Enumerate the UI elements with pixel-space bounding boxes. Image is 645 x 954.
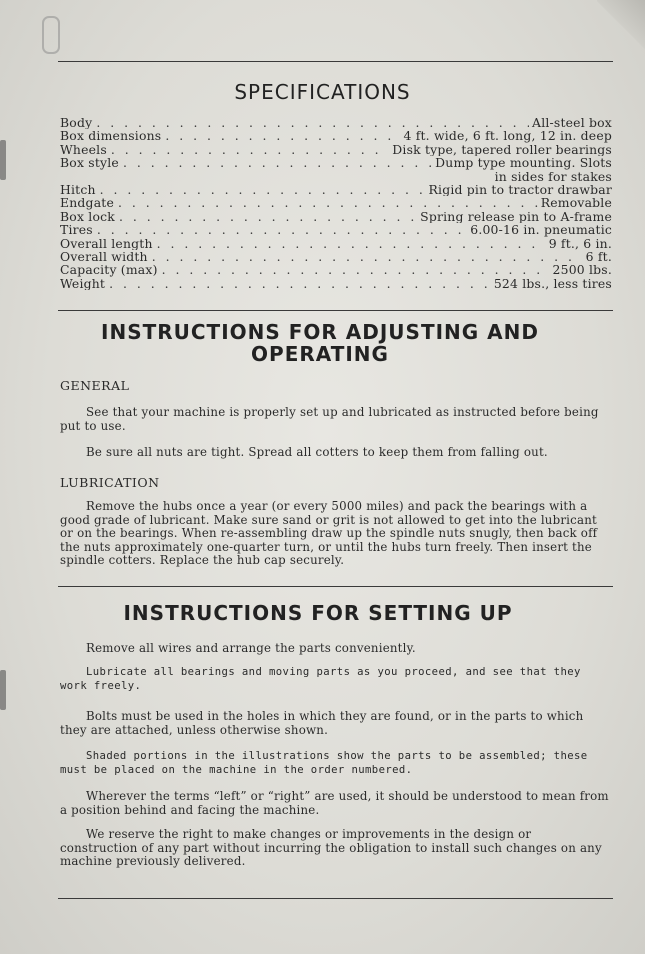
spec-row	[60, 210, 612, 223]
dot-leader	[100, 183, 426, 196]
staple-mark	[42, 16, 60, 54]
setup-heading: INSTRUCTIONS FOR SETTING UP	[123, 601, 513, 625]
spec-value: Spring release pin to A-frame	[420, 209, 612, 224]
spec-value: Rigid pin to tractor drawbar	[428, 183, 612, 197]
spec-row	[60, 143, 612, 156]
lubrication-subheading: LUBRICATION	[60, 475, 160, 490]
dot-leader	[109, 277, 491, 290]
dot-leader	[119, 210, 417, 223]
spec-label: Overall length	[60, 236, 153, 251]
binding-hole-mark	[0, 670, 6, 710]
dot-leader	[97, 223, 467, 236]
spec-row	[60, 196, 612, 209]
setup-paragraph: Bolts must be used in the holes in which they are found, or in the parts to which they are attached, unless otherwise shown.	[60, 709, 584, 737]
divider-rule	[58, 310, 613, 311]
spec-row	[60, 277, 612, 290]
spec-value: Removable	[540, 196, 612, 210]
spec-label: Box style	[60, 156, 119, 170]
spec-label: Wheels	[60, 142, 107, 157]
spec-label: Overall width	[60, 250, 148, 264]
divider-rule	[58, 898, 613, 899]
specifications-heading: SPECIFICATIONS	[234, 80, 411, 104]
setup-paragraph: Remove all wires and arrange the parts conveniently.	[86, 641, 416, 655]
lubrication-paragraph: Remove the hubs once a year (or every 5000 miles) and pack the bearings with a good grade of lubricant. Make sure sand or grit is not allowed to get into the lubricant or on the bearings. When re-assembling draw up the spindle nuts snugly, then back off the nuts approximately one-quarter turn, or until the hubs turn freely. Then insert the spindle cotters. Replace the hub cap securely.	[60, 499, 598, 568]
spec-row	[60, 237, 612, 250]
spec-value: 4 ft. wide, 6 ft. long, 12 in. deep	[403, 129, 612, 143]
spec-row	[60, 183, 612, 196]
spec-row	[60, 156, 612, 169]
general-paragraph: See that your machine is properly set up and lubricated as instructed before being put to use.	[60, 405, 599, 433]
spec-label: Box dimensions	[60, 129, 162, 143]
dot-leader	[96, 116, 529, 129]
spec-value: Disk type, tapered roller bearings	[392, 142, 612, 157]
spec-value: 524 lbs., less tires	[493, 276, 612, 291]
spec-row	[60, 250, 612, 263]
setup-paragraph: Lubricate all bearings and moving parts as you proceed, and see that they work freely.	[60, 666, 581, 692]
binding-hole-mark	[0, 140, 6, 180]
spec-label: Box lock	[60, 209, 115, 224]
setup-paragraph: Wherever the terms “left” or “right” are used, it should be understood to mean from a position behind and facing the machine.	[60, 789, 609, 817]
divider-rule	[58, 61, 613, 62]
dot-leader	[152, 250, 583, 263]
spec-value-continuation: in sides for stakes	[494, 168, 612, 184]
dot-leader	[111, 143, 389, 156]
spec-value: 2500 lbs.	[552, 263, 612, 277]
adjusting-heading: INSTRUCTIONS FOR ADJUSTING AND OPERATING	[101, 320, 539, 366]
setup-paragraph: Shaded portions in the illustrations show the parts to be assembled; these must be placed on the machine in the order numbered.	[60, 750, 588, 776]
dot-leader	[118, 196, 538, 209]
spec-label: Body	[60, 116, 93, 130]
spec-row	[60, 116, 612, 129]
specifications-list	[60, 116, 612, 290]
spec-row	[60, 223, 612, 236]
spec-label: Hitch	[60, 183, 96, 197]
general-paragraph: Be sure all nuts are tight. Spread all cotters to keep them from falling out.	[86, 445, 548, 459]
folded-corner	[597, 0, 645, 60]
spec-label: Endgate	[60, 196, 114, 210]
spec-label: Tires	[60, 223, 93, 237]
spec-label: Weight	[60, 276, 106, 291]
spec-row	[60, 129, 612, 142]
spec-value: Dump type mounting. Slots	[435, 156, 612, 170]
general-subheading: GENERAL	[60, 378, 130, 393]
dot-leader	[162, 263, 550, 276]
spec-label: Capacity (max)	[60, 263, 158, 277]
divider-rule	[58, 586, 613, 587]
dot-leader	[165, 129, 400, 142]
spec-value: 9 ft., 6 in.	[548, 236, 612, 251]
dot-leader	[123, 156, 432, 169]
spec-value: All-steel box	[532, 116, 612, 130]
setup-paragraph: We reserve the right to make changes or improvements in the design or construction of any part without incurring the obligation to install such changes on any machine previously delivered.	[60, 827, 602, 869]
spec-value: 6 ft.	[585, 250, 612, 264]
dot-leader	[157, 237, 546, 250]
spec-row	[60, 263, 612, 276]
spec-value: 6.00-16 in. pneumatic	[470, 223, 612, 237]
